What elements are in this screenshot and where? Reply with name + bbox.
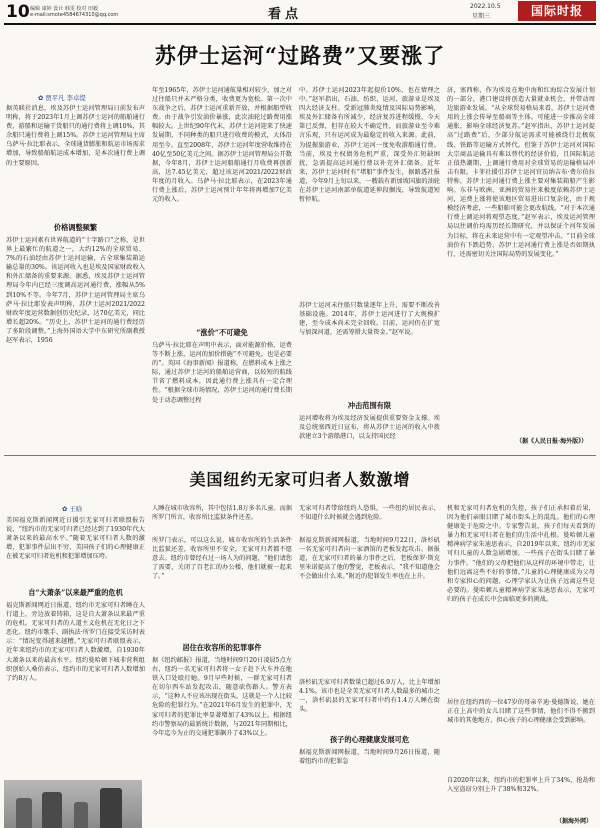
- editor-email: e-mail:smote4584674310@qq.com: [30, 12, 119, 18]
- article1-col3-text: 中。苏伊士运河2023年起提价10%，也在情理之中。”赵军指出，石油、纺织、运河、旅游业是埃及四大经济支柱。受新冠肺炎疫情及国际局势影响，埃及外汇储备有所减少，经济复苏进程缓慢，今天第已反弹，但存在较大不确定性，而旅游业至今难言乐观，只有运河成为最稳定的收入来源。此前，为提振旅游业，苏伊士运河一度免收游船通行费。当前，埃及主权债务危机严重，深受外汇短缺困扰，急需提高运河通行费以补充外汇储备。近年来，苏伊士运河时有“堵船”事件发生，据路透社报道，今年9月上旬以来，一艘载有新加坡国旗的油轮在苏伊士运河南部单航道延伸段搁浅，导致航道短暂停航。: [299, 87, 440, 204]
- article2-col3-text-b: 据福克斯新闻网报道，当地时间9月22日，洛杉矶一名无家可归者向一家酒馆的老板发起攻击。据报道，在无家可归者的暴力事件之后，老板保罗·斯克里米诺提高了他的警觉，老板表示，“我不知道他会不会做出什么来。”附近的犯罪发生率也在上升。: [299, 537, 440, 581]
- article2-col1-text-b: 福克斯新闻网近日报道，纽约市无家可归者睡在人行道上，旁边放着铸箱，这是自大萧条以来最严重的危机。无家可归者的人道主义危机在无化日之下恶化。纽约市歌手、副执法·所罗门在接受采访时表示：“情况变得越来越糟。”无家可归者联盟表示，近年来纽约市的无家可归者人数激增，自1930年大萧条以来的最高水平。纽约曼哈顿下城非营利组织创始人桑伯表示，纽约市的无家可归者人数增加了约8万人。: [6, 602, 145, 682]
- street-photo: [4, 780, 142, 828]
- article2-col3-text-d: 据福克斯新闻网报道，当地时间9月26日报道，随着纽约市的犯罪急: [299, 749, 440, 766]
- article2-col4-text-c: 自2020年以来，纽约市的犯罪率上升了34%，抢劫和入室盗窃分别上升了38%和32%。: [447, 777, 595, 794]
- article2-headline: 美国纽约无家可归者人数激增: [189, 470, 411, 489]
- article2-col2-text-b: 所罗门表示，可以这么说，城市收容所的生活条件比监狱还差，收容所里不安全，无家可归者都不愿意去。纽约市曾经有过一场人为的问题，“他们请您了需要，关闭了百老汇的办公楼，他们就被一起来了。”: [152, 537, 292, 581]
- article1-col1-text: 据英联社消息，埃及苏伊士运河管理局日前发布声明称，将于2023年1月上调苏伊士运河的船舶通行费，游船和运输干货船只的通行费将上调10%，其余船只通行费将上调15%。苏伊士运河管理局主席乌萨马·拉比耶表示，全球通货膨胀和航运市场需求增加，导致船舶航运成本增加，是本次通行费上调的主要原因。: [6, 105, 145, 167]
- article1-col4-text: 济，塞西称，作为埃及在地中海和红海综合发展计划的一部分，港口建设将创造大量就业机会，并带动周边旅游业发展。“从全球贸易格局来看，苏伊士运河费用的上涨会传导至船商等主体。可能进一步推高全球通胀，影响全球经济复苏。”赵军指出，苏伊士运河提高“过路费”后，少部分航运需求可能被绕行北极航线、铁路等运输方式替代。但鉴于苏伊士运河对国际大宗商品运输具有难以替代的经济价值，且国际航运正值热潮期，上调通行费用对全球贸易的运输格局冲击有限。卡菲社援引苏伊士运河官员纳吉布·费尔伯拉特称，苏伊士运河通行费上涨主要对集装箱船产生影响。东非与欧洲、亚洲的贸易往来极度依赖苏伊士运河，运费上涨将使该地区贸易进出口复杂化，由于规模经济考虑，一些船舶可能会更改航线。“对于本次通行费上调运河将观望态度，”赵军表示，埃及运河管理局以往调价均需历经长期研究，并以保证个河年发展为目标，将在未来运营中有一定观望冲击。“目前全球油价有下跌趋势，苏伊士运河通行费上涨是否如期执行，还需密切关注国际局势的发展变化。”: [447, 87, 595, 258]
- issue-weekday: 星期三: [472, 13, 491, 20]
- section-title: 看点: [268, 7, 303, 22]
- article2-col3-text: 无家可归者带给纽约人恐惧，一些纽约居民表示，不知道什么时候就会遇到危险。: [299, 505, 440, 522]
- article1-col1-text-b: 苏伊士运河素有世界航道的“十字路口”之称，是世界上最繁忙的航道之一，大约12%的全球贸易、7%的石油经由苏伊士运河运输，占全球集装箱运输总量的30%。该运河收入也是埃及国家财政收入和外汇储备的重要来源。据悉，埃及苏伊士运河管理局今年内已经三度调高运河通行费，涨幅从5%到10%不等。今年7月，苏伊士运河管理局主席乌萨马·拉比耶发表声明称，苏伊士运河2021/2022财政年度运营数据创历史纪录，达70亿美元，同比增长超20%。“历史上，苏伊士运河的通行费经历了多阶段调整。”上海外国语大学中东研究所副教授赵军表示，1956: [6, 237, 145, 345]
- article2-author: 王晗: [69, 505, 83, 513]
- article2-col4-text: 机和无家可归者危机的失控，孩子们正承担着后果，因为他们亲眼目睹了城市街头上的混乱。他们的心理健康处于危险之中。专家警告说，孩子们每天看到的暴力和无家可归者在他们的生活中扎根。曼哈顿儿童精神病学家朱迪思表示，自2019年以来，纽约市无家可归儿童的人数急剧增加，一些孩子在街头目睹了暴力事件。“他们的父母把他们从这样的环境中带走，让他们远离这些不好的事情。”儿童的心理健康成为父母和专家担心的问题，心理学家认为让孩子远离这些是必要的。曼哈顿儿童精神病学家朱迪思表示，无家可归的孩子在成长中会面临更多的挑战。: [447, 505, 595, 603]
- issue-date: 2022.10.5: [470, 3, 501, 10]
- article1-byline: ✿ 贾平凡 李卓缇: [38, 94, 86, 102]
- article2-subhead-1: 自“大萧条”以来最严重的危机: [28, 588, 123, 597]
- article1-author: 贾平凡 李卓缇: [45, 94, 86, 102]
- article2-col2-text-b2: 据《纽约邮报》报道，当地时间9月20日凌晨5点左右，纽约一名无家可归者将一女子赶下火车并在地铁入口处殴打她。9月早些时候，一群无家可归者在切尔西车站发起攻击，随意砍伤路人。警方表示，“这种人不应该出现在街头，这就是一个人比较危险的犯罪行为。”在2021年6月发生的犯罪中，无家可归者的犯罪比率显著增加了43%以上。根据纽约市警察局的最新统计数据，与2021年同期相比，今年迄今为止的交通犯罪飙升了43%以上。: [152, 657, 292, 737]
- article1-col2-text-b: 乌萨马·拉比耶在声明中表示，面对能源价格、运费等不断上涨，运河的加价措施“不可避免，也是必要的”。英国《海事新闻》报道称，在燃料成本上涨之际，通过苏伊士运河的船舶运营商，以较短的航线节省了燃料成本，因此通行费上涨具有一定合理性。“根据全球市场情况，苏伊士运河的通行费长期处于动态调整过程: [152, 342, 292, 404]
- article1-source-credit: （据《人民日报·海外版》）: [516, 438, 588, 445]
- article2-subhead-2: 居住在收容所的犯罪事件: [182, 643, 262, 652]
- article2-col1-text: 美国福克斯新闻网近日援引无家可归者联盟报告说，“纽约市的无家可归者已经达到了1930年代大萧条以来的最高水平。”随着无家可归者人数的激增，犯罪事件层出不穷，美国孩子们的心理健康正在被无家可归者危机和犯罪增加压垮。: [6, 517, 145, 561]
- article2-subhead-3: 孩子的心理健康发展可危: [329, 735, 410, 744]
- article2-col3-text-c: 洛杉矶无家可归者数量已超过6.9万人，比上年增加4.1%。该市也是全美无家可归者人数最多的城市之一，洛杉矶县的无家可归者中约有1.4万人睡在街头。: [299, 679, 440, 714]
- article-divider: [4, 455, 596, 456]
- article2-byline: ✿ 王晗: [62, 505, 83, 513]
- article1-col2-text: 年至1965年，苏伊士运河通航量相对较少，加之对过往船只并未严格分类，收费更为宽松。第一次中东战争之后，苏伊士运河重新开放，并根据船型收费。由于战争引发油价暴涨，此次油轮过路费用涨幅较大。上世纪90年代末，苏伊士运河迎来了快速发展期，不同种类的船只进行收费的模式，大体沿用至今。直至2008年，苏伊士运河年度营收维持在40亿至50亿美元之间。据苏伊士运河管理局公开数据，今年8月，苏伊士运河船舶通行月收费再创新高，达7.45亿美元，超过该运河2021/2022财政年度的月收入。乌萨马·拉比耶表示，在2023年通行费上涨后，苏伊士运河预计年年将再增加7亿美元的收入。: [152, 87, 292, 204]
- page-number: 10: [6, 2, 30, 22]
- article1-subhead-2: “涨价”不可避免: [196, 328, 248, 337]
- article1-headline: 苏伊士运河“过路费”又要涨了: [154, 43, 446, 68]
- article1-subhead-1: 价格调整频繁: [53, 223, 98, 232]
- article1-col3-text-c: 运河增收将为埃及经济发展提供重要资金支撑。埃及总统塞西近日宣布，将从苏伊士运河的收入中拨款建立3个游船港口，以支持国民经: [299, 415, 440, 441]
- article2-source-credit: （据海外网）: [556, 818, 593, 825]
- article1-col3-text-b: 苏伊士运河未往船只数量逐年上升，需要不断改善基础设施。2014年，苏伊士运河进行了大规模扩建，至今成本尚未完全回收。目前，运河仍在扩宽与加深河道，还需筹措大量资金。”赵军说。: [299, 302, 440, 337]
- article2-col2-text: 人睡在城市收容所，其中包括1.8万多名儿童。而据所罗门所言，收容所比监狱条件还差。: [152, 505, 292, 522]
- header-rule: [4, 23, 596, 25]
- article1-subhead-3: 冲击范围有限: [347, 401, 392, 410]
- article2-col4-text-b: 居住在纽约西的一位47岁的母亲辛迪·曼德斯说，她在正在上高中的女儿目睹了这些事情，他们不得不搬到城市的其他地方，担心孩子的心理健康会受到影响。: [447, 699, 595, 725]
- masthead-logo: 国际时报: [518, 1, 596, 21]
- editor-credits: 编辑 康婷 设计 韩雯 校对 田毅: [30, 6, 98, 12]
